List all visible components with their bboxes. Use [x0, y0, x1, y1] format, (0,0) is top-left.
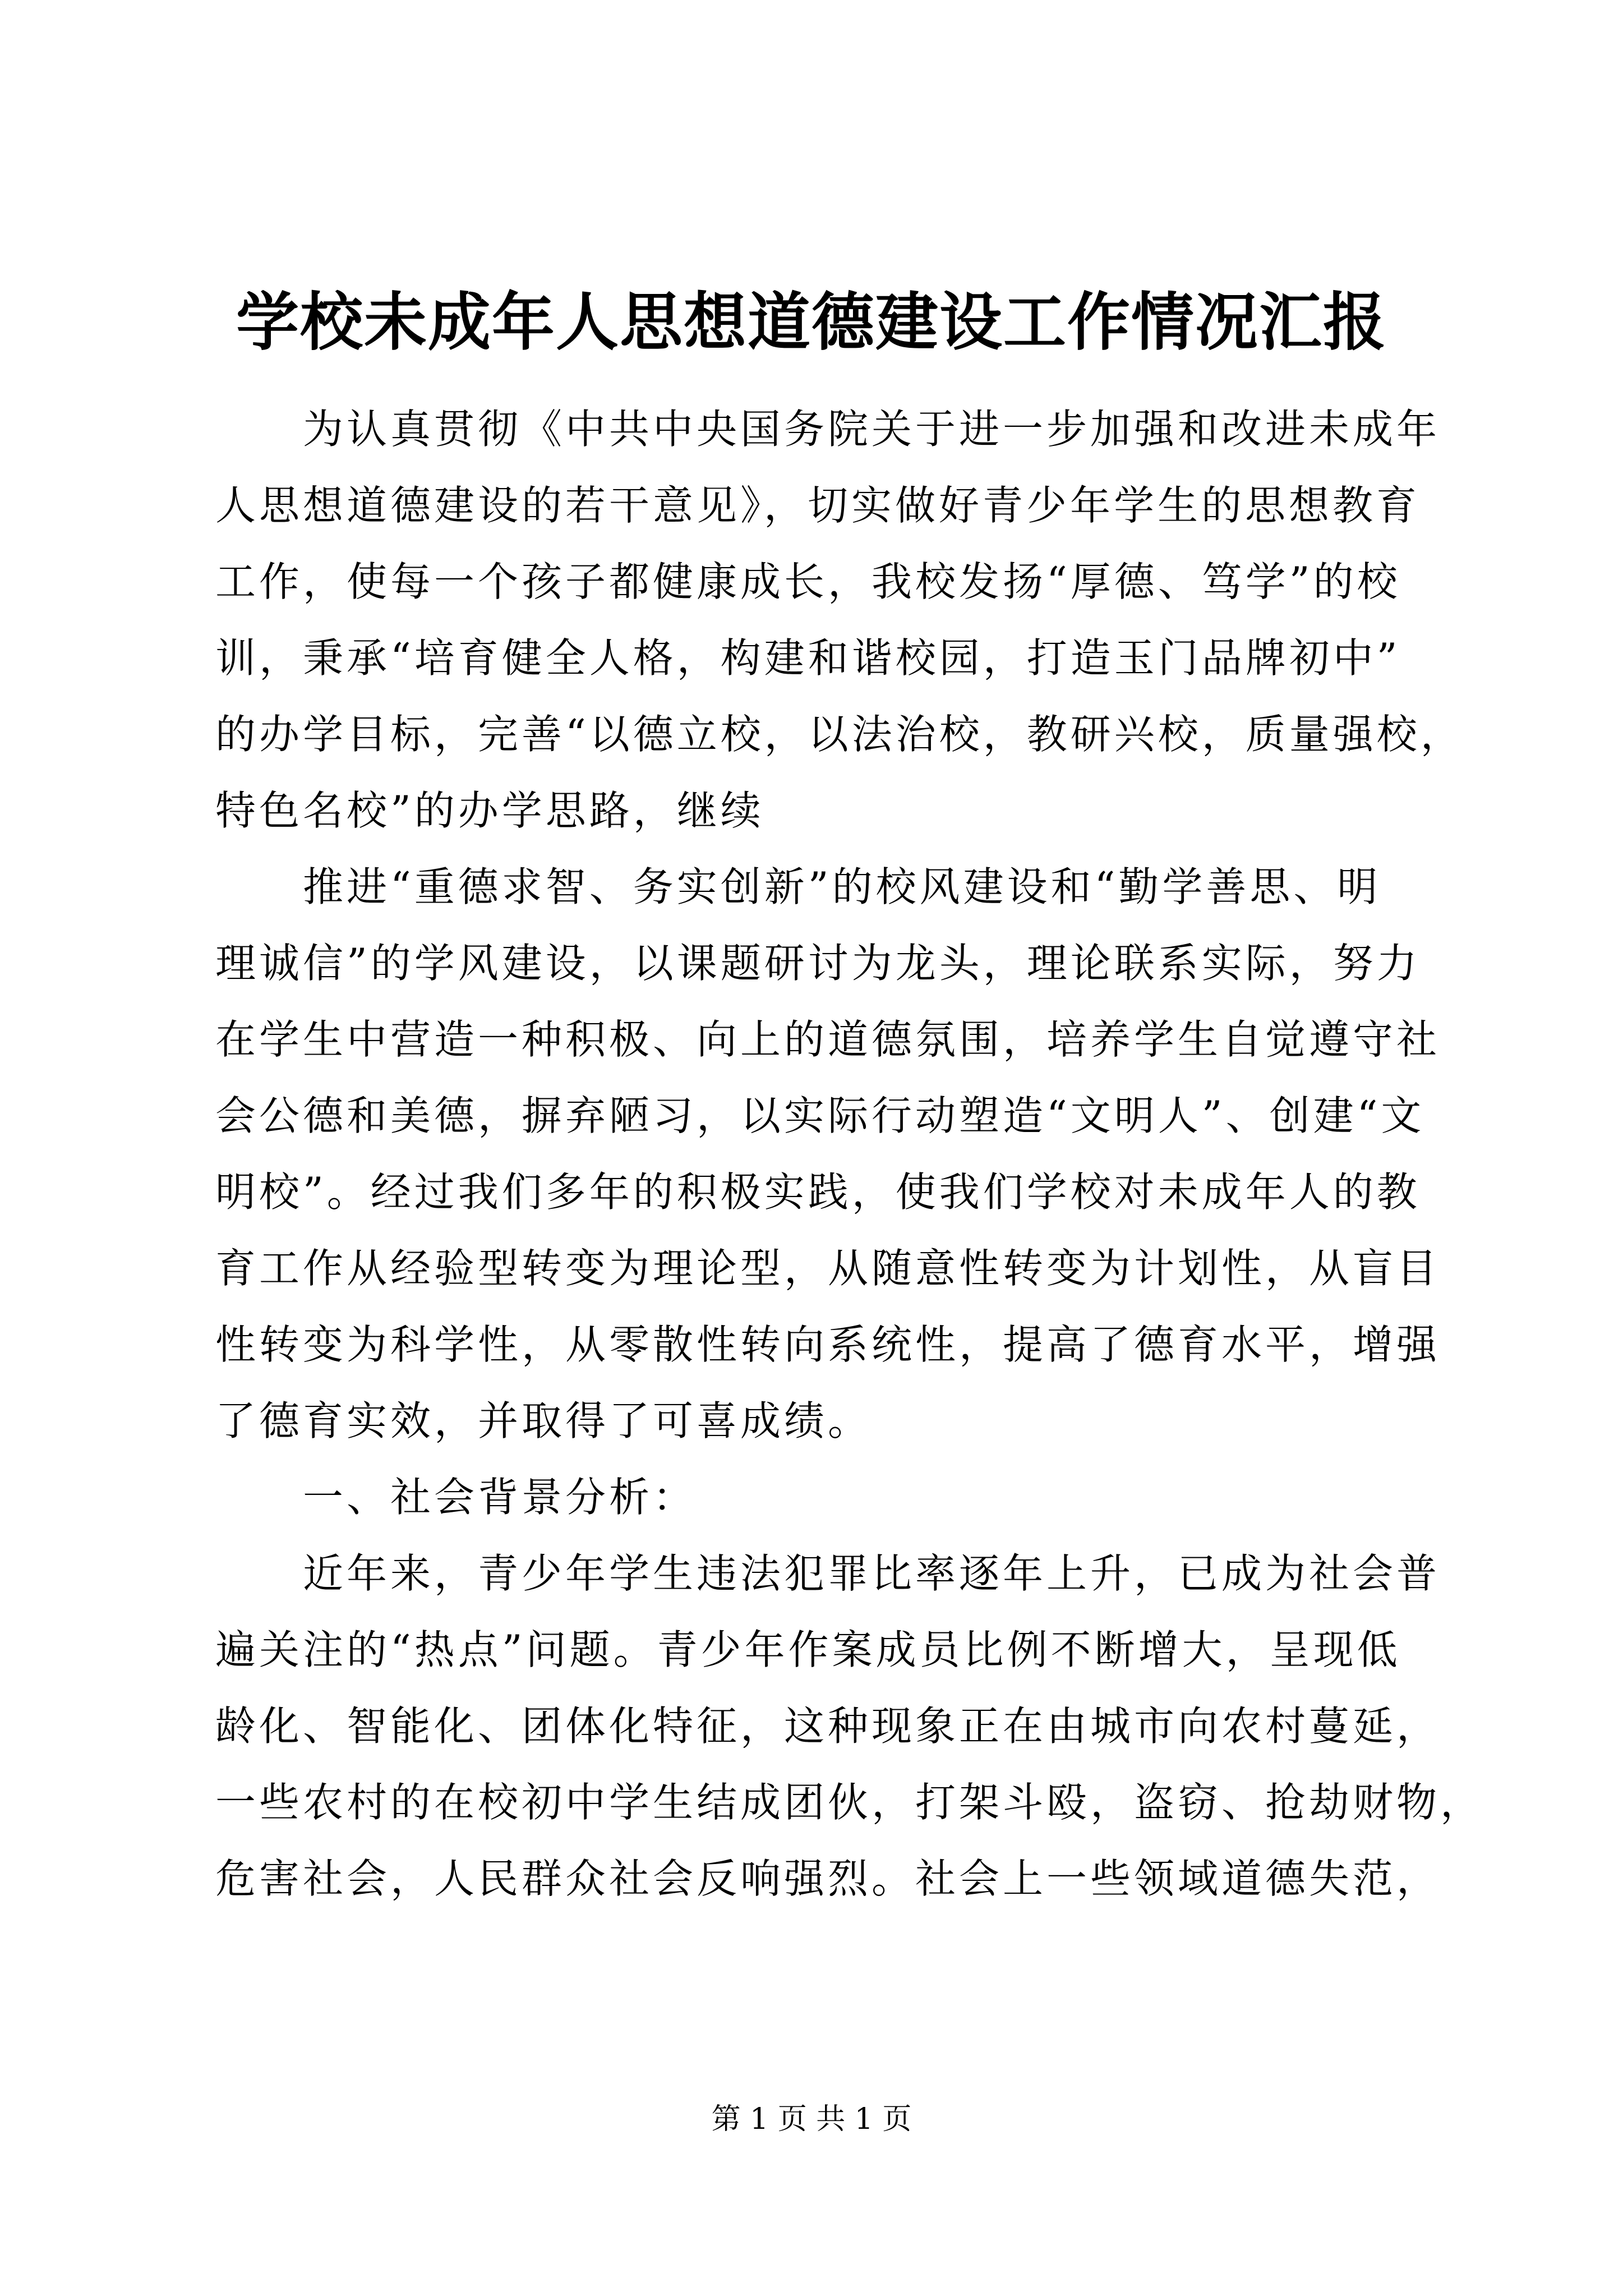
body-line: 会公德和美德，摒弃陋习，以实际行动塑造“文明人”、创建“文 [215, 1092, 1425, 1139]
body-line: 一些农村的在校初中学生结成团伙，打架斗殴，盗窃、抢劫财物， [215, 1779, 1484, 1826]
section-heading: 一、社会背景分析： [215, 1474, 697, 1521]
body-line: 理诚信”的学风建设，以课题研讨为龙头，理论联系实际，努力 [215, 940, 1421, 987]
body-line: 危害社会，人民群众社会反响强烈。社会上一些领域道德失范， [215, 1855, 1441, 1902]
body-line: 的办学目标，完善“以德立校，以法治校，教研兴校，质量强校， [215, 711, 1464, 758]
body-line: 遍关注的“热点”问题。青少年作案成员比例不断增大，呈现低 [215, 1626, 1401, 1673]
document-title: 学校未成年人思想道德建设工作情况汇报 [236, 286, 1387, 359]
body-line: 人思想道德建设的若干意见》，切实做好青少年学生的思想教育 [215, 482, 1421, 529]
body-line: 工作，使每一个孩子都健康成长，我校发扬“厚德、笃学”的校 [215, 558, 1401, 605]
body-line: 性转变为科学性，从零散性转向系统性，提高了德育水平，增强 [215, 1321, 1441, 1368]
body-line: 龄化、智能化、团体化特征，这种现象正在由城市向农村蔓延， [215, 1703, 1441, 1750]
body-line: 育工作从经验型转变为理论型，从随意性转变为计划性，从盲目 [215, 1245, 1441, 1292]
body-line: 在学生中营造一种积极、向上的道德氛围，培养学生自觉遵守社 [215, 1016, 1441, 1063]
body-line: 为认真贯彻《中共中央国务院关于进一步加强和改进未成年 [215, 406, 1441, 453]
body-line: 推进“重德求智、务实创新”的校风建设和“勤学善思、明 [215, 863, 1381, 910]
body-line: 明校”。经过我们多年的积极实践，使我们学校对未成年人的教 [215, 1168, 1421, 1216]
body-line: 训，秉承“培育健全人格，构建和谐校园，打造玉门品牌初中” [215, 634, 1401, 682]
body-line: 近年来，青少年学生违法犯罪比率逐年上升，已成为社会普 [215, 1550, 1441, 1597]
body-line: 了德育实效，并取得了可喜成绩。 [215, 1397, 872, 1444]
body-line: 特色名校”的办学思路，继续 [215, 787, 764, 834]
page-footer: 第 1 页 共 1 页 [711, 2102, 912, 2136]
